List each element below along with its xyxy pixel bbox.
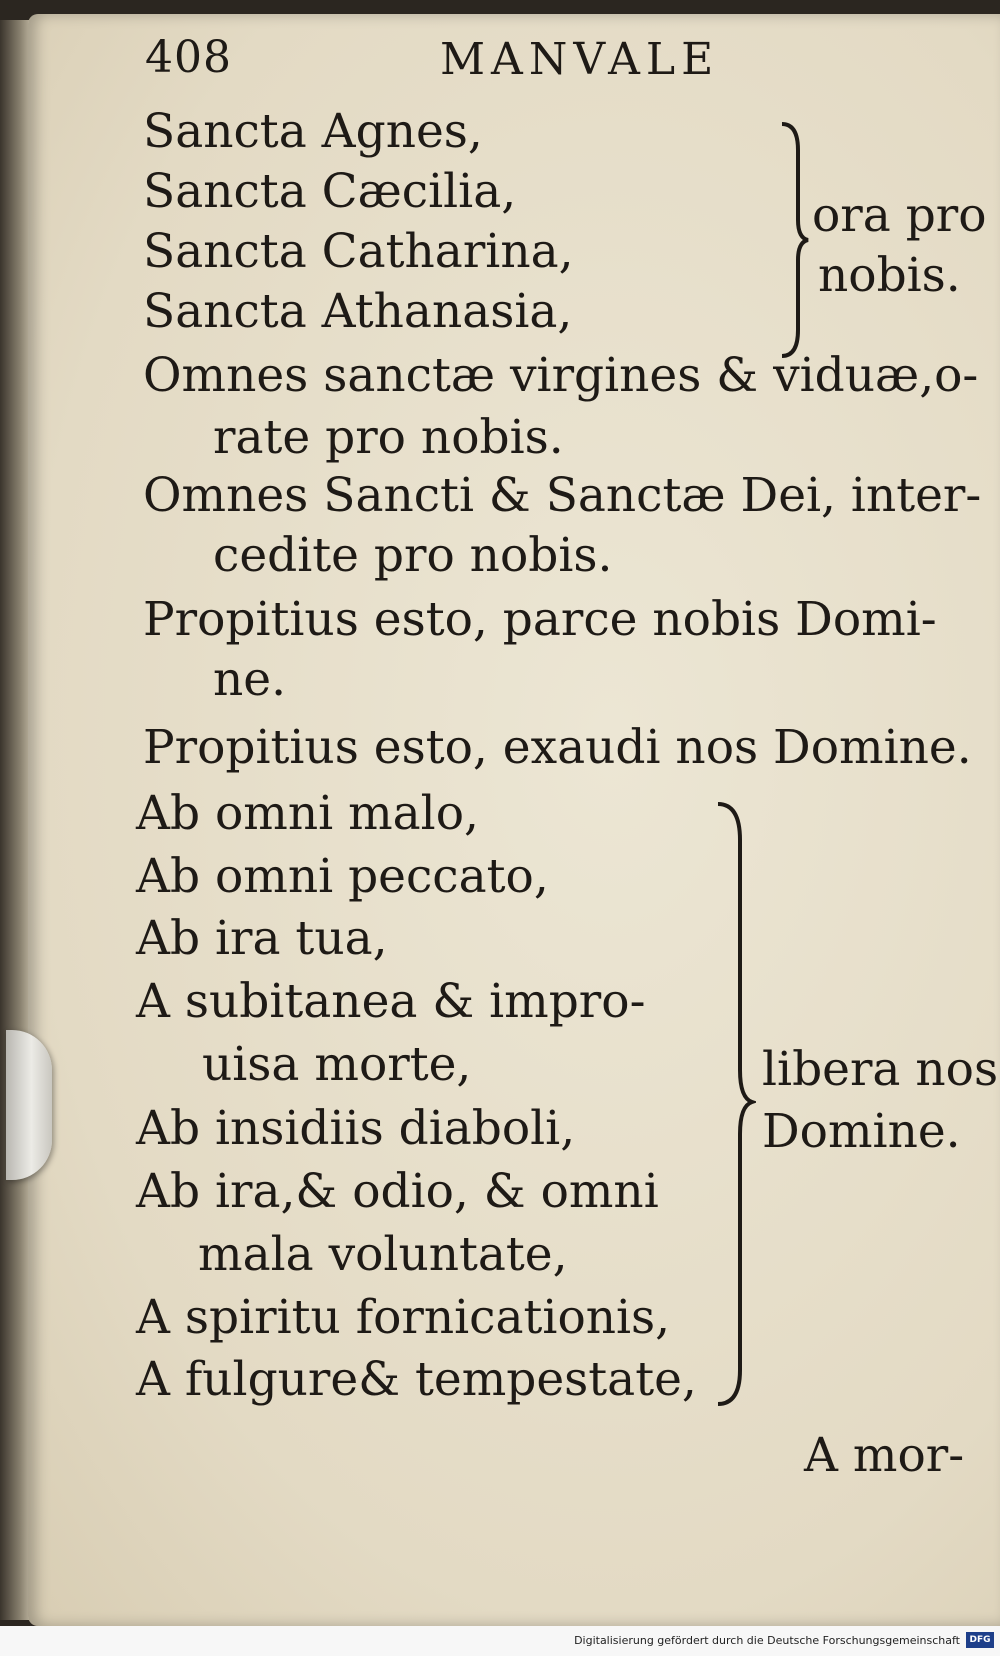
- litany-line: Sancta Agnes,: [143, 104, 483, 159]
- litany-line: rate pro nobis.: [213, 410, 564, 465]
- litany-line: cedite pro nobis.: [213, 528, 613, 583]
- response-line: nobis.: [818, 248, 961, 303]
- footer-bar: [0, 1626, 1000, 1656]
- litany-line: Omnes sanctæ virgines & viduæ,o-: [143, 348, 979, 403]
- response-line: libera nos: [762, 1042, 999, 1097]
- litany-line: Propitius esto, exaudi nos Domine.: [143, 720, 972, 775]
- litany-line: Ab ira tua,: [136, 911, 388, 966]
- curly-brace: [776, 120, 810, 360]
- page-number: 408: [145, 32, 232, 83]
- litany-line: Sancta Athanasia,: [143, 284, 573, 339]
- litany-line: A fulgure& tempestate,: [136, 1352, 697, 1407]
- response-line: ora pro: [812, 188, 987, 243]
- litany-line: A spiritu fornicationis,: [136, 1290, 671, 1345]
- litany-line: Ab ira,& odio, & omni: [136, 1164, 659, 1219]
- response-line: Domine.: [762, 1104, 961, 1159]
- litany-line: Sancta Catharina,: [143, 224, 574, 279]
- litany-line: Ab omni peccato,: [136, 849, 549, 904]
- litany-line: Sancta Cæcilia,: [143, 164, 517, 219]
- litany-line: Ab omni malo,: [136, 786, 479, 841]
- catchword: A mor-: [804, 1428, 965, 1483]
- dfg-logo: DFG: [966, 1632, 994, 1648]
- book-clasp: [6, 1030, 52, 1180]
- curly-brace: [712, 800, 756, 1410]
- footer-credit: Digitalisierung gefördert durch die Deutsche Forschungsgemeinschaft: [574, 1634, 960, 1647]
- litany-line: mala voluntate,: [198, 1227, 568, 1282]
- litany-line: Omnes Sancti & Sanctæ Dei, inter-: [143, 468, 982, 523]
- litany-line: Propitius esto, parce nobis Domi-: [143, 592, 937, 647]
- litany-line: Ab insidiis diaboli,: [136, 1101, 576, 1156]
- litany-line: A subitanea & impro-: [136, 974, 646, 1029]
- litany-line: uisa morte,: [202, 1037, 472, 1092]
- running-title: MANVALE: [440, 34, 720, 85]
- litany-line: ne.: [213, 652, 287, 707]
